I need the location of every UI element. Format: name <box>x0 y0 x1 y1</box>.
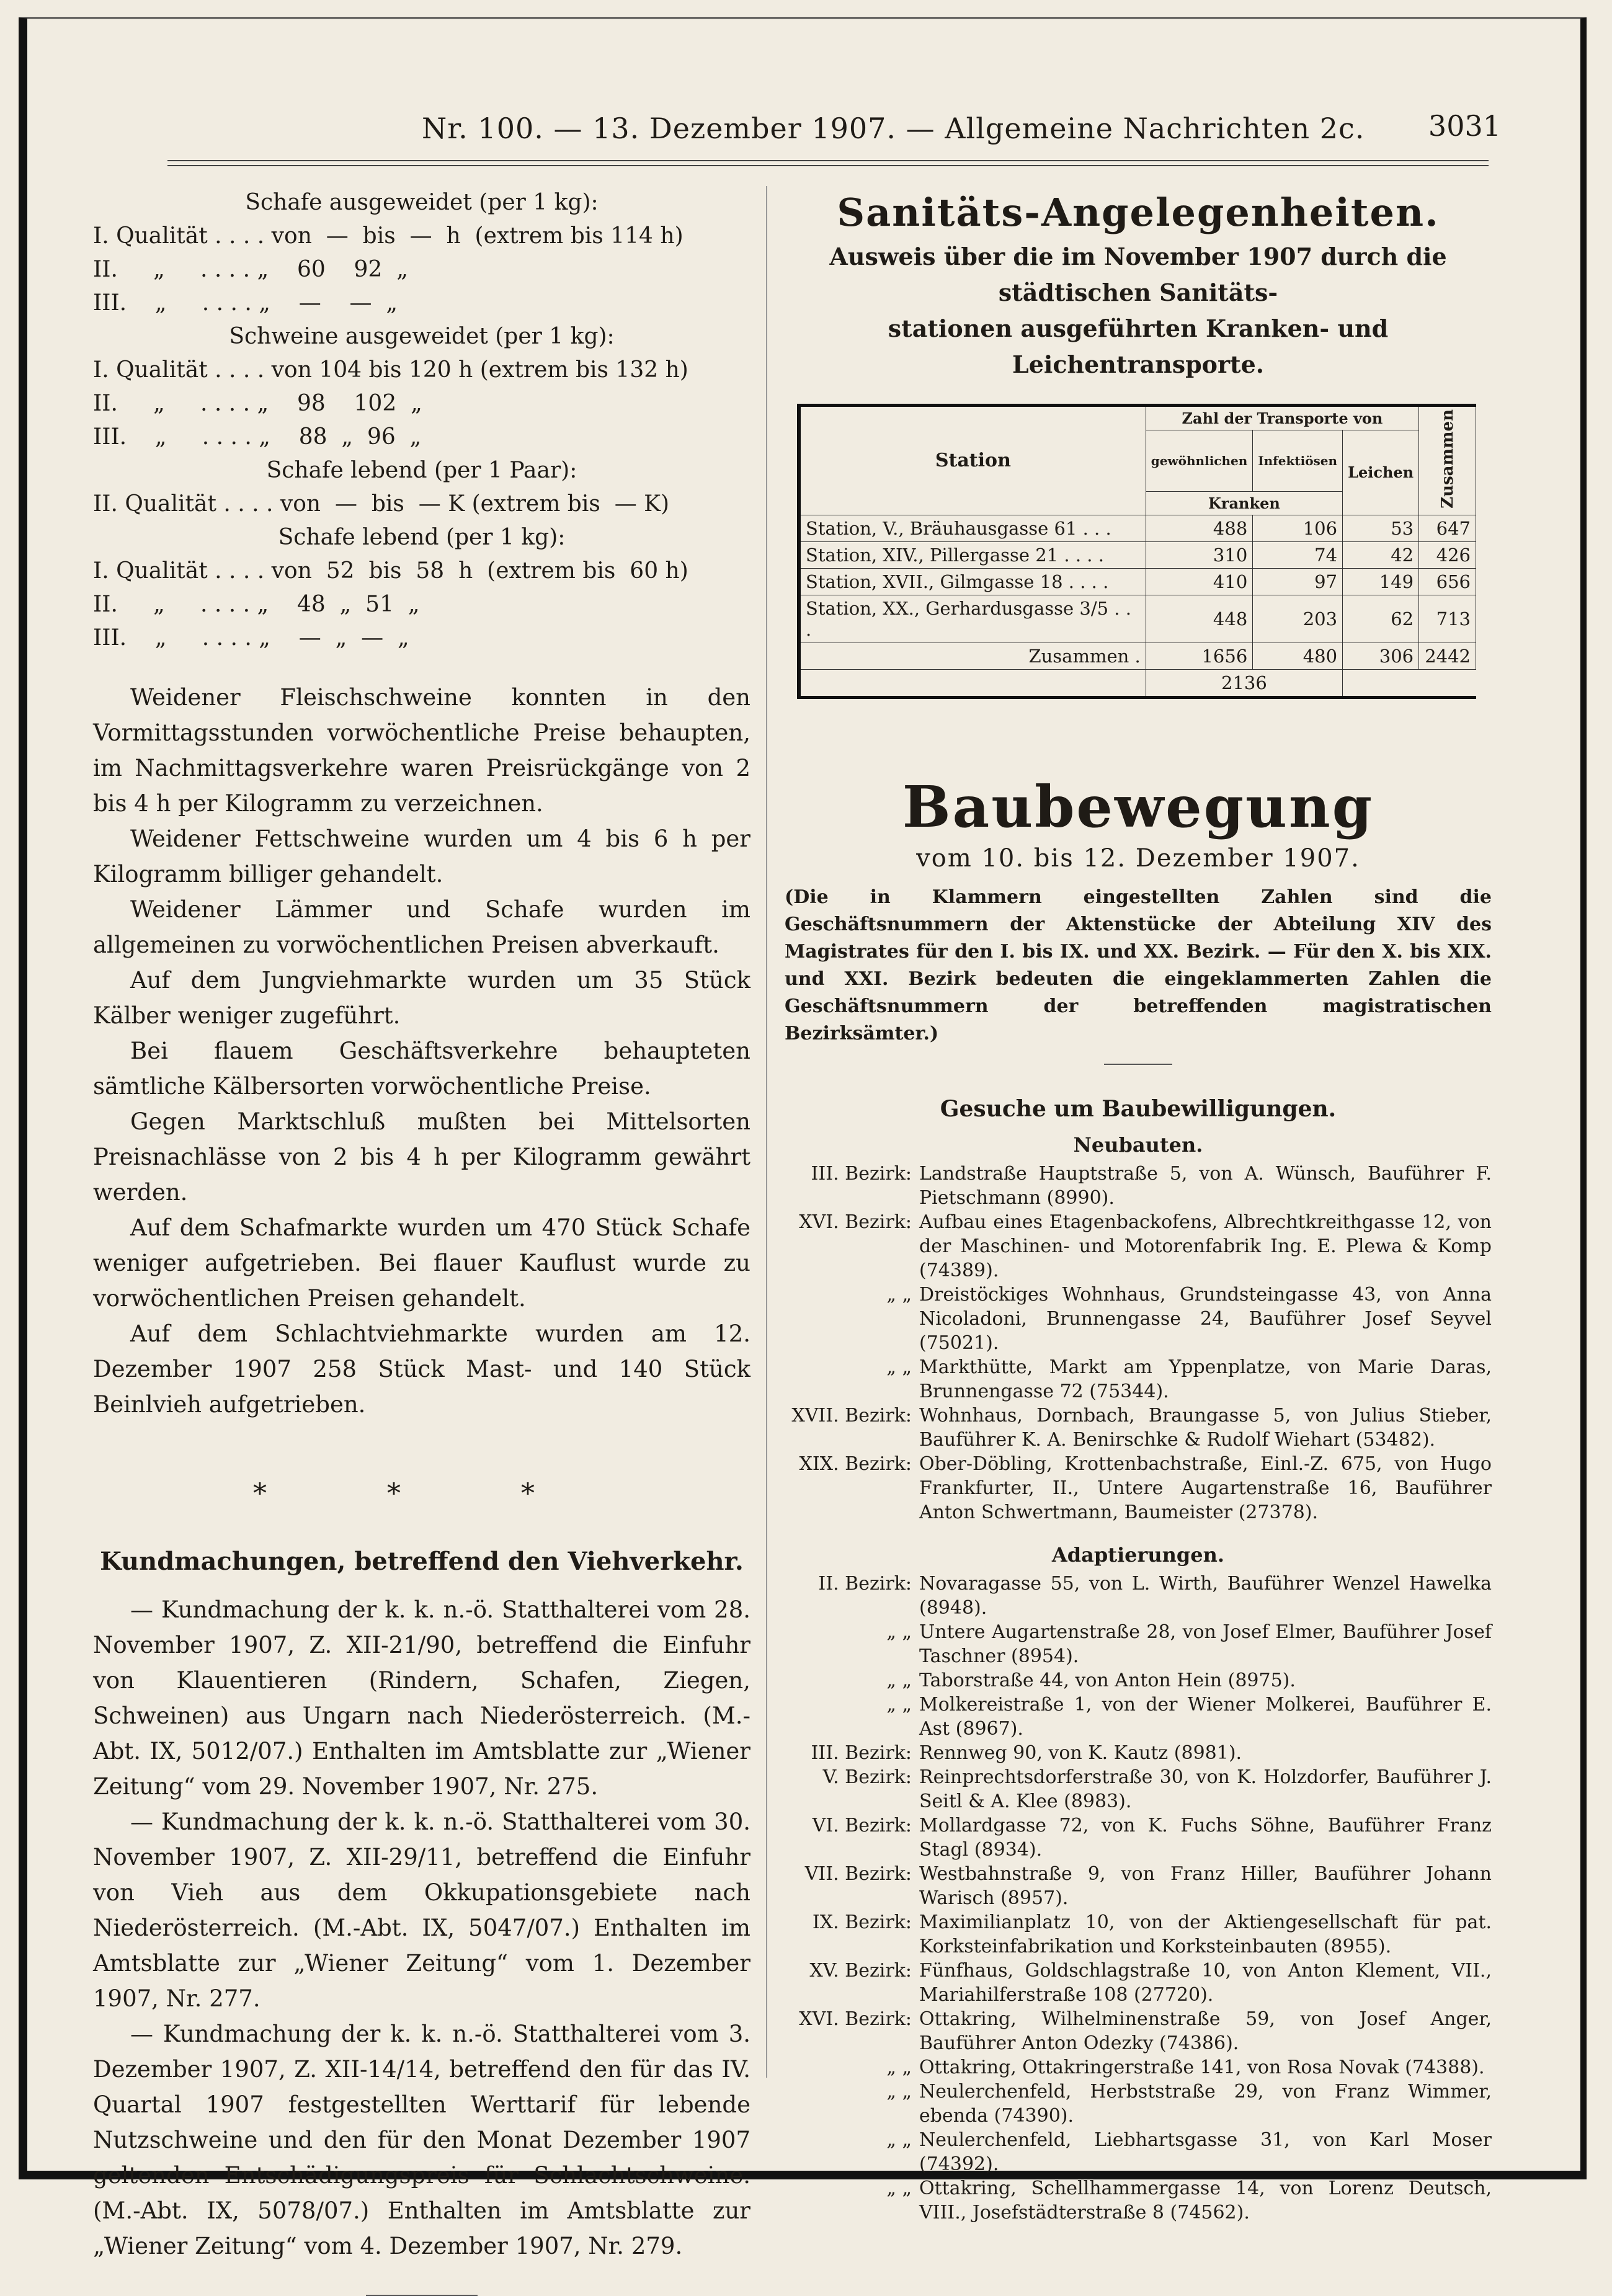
market-paragraph: Auf dem Jungviehmarkte wurden um 35 Stück Kälber weniger zugeführt. <box>93 967 750 1029</box>
station-cell: Station, XVII., Gilmgasse 18 . . . . <box>799 568 1146 595</box>
list-item <box>785 1959 1492 2007</box>
lei-cell: 53 <box>1343 515 1419 541</box>
bezirk-label: II. Bezirk: <box>818 1572 912 1595</box>
gew-cell: 410 <box>1146 568 1253 595</box>
bezirk-label: „ „ <box>886 2129 912 2151</box>
rule <box>1104 1064 1172 1065</box>
entry-text: Neulerchenfeld, Liebhartsgasse 31, von Karl Moser (74392). <box>919 2129 1492 2175</box>
price-line: I. Qualität . . . . von — bis — h (extrem bis 114 h) <box>93 223 684 249</box>
inf-cell: 97 <box>1253 568 1343 595</box>
empty-cell <box>1419 669 1476 697</box>
sanitaet-subtitle-line1: Ausweis über die im November 1907 durch die städtischen Sanitäts- <box>829 243 1447 306</box>
entry-text: Mollardgasse 72, von K. Fuchs Söhne, Bauführer Franz Stagl (8934). <box>919 1814 1492 1861</box>
entry-text: Maximilianplatz 10, von der Aktiengesellschaft für pat. Korksteinfabrikation und Korksteinbauten (8955). <box>919 1911 1492 1957</box>
entry-text: Westbahnstraße 9, von Franz Hiller, Bauführer Johann Warisch (8957). <box>919 1862 1492 1909</box>
entry-text: Ottakring, Wilhelminenstraße 59, von Josef Anger, Bauführer Anton Odezky (74386). <box>919 2008 1492 2054</box>
column-divider <box>766 186 767 2078</box>
bezirk-label: „ „ <box>886 2056 912 2078</box>
entry-text: Taborstraße 44, von Anton Hein (8975). <box>919 1669 1296 1691</box>
table-row <box>799 515 1476 541</box>
lei-cell: 42 <box>1343 541 1419 568</box>
total-gew: 1656 <box>1146 643 1253 669</box>
list-item <box>785 1620 1492 1668</box>
entry-text: Novaragasse 55, von L. Wirth, Bauführer Wenzel Hawelka (8948). <box>919 1572 1492 1619</box>
list-item <box>785 2128 1492 2176</box>
zus-cell: 426 <box>1419 541 1476 568</box>
bezirk-label: „ „ <box>886 1621 912 1643</box>
market-paragraph: Bei flauem Geschäftsverkehre behaupteten sämtliche Kälbersorten vorwöchentliche Preise. <box>93 1038 750 1100</box>
kranken-header: Kranken <box>1146 491 1342 515</box>
bezirk-label: XVI. Bezirk: <box>799 1211 912 1233</box>
bezirk-label: III. Bezirk: <box>811 1742 912 1764</box>
bezirk-label: „ „ <box>886 1669 912 1691</box>
market-paragraph: Weidener Fleischschweine konnten in den Vormittagsstunden vorwöchentliche Preise behaupten, im Nachmittagsverkehre waren Preisrückgänge von 2 bis 4 h per Kilogramm zu verzeichnen. <box>93 684 750 817</box>
adaptierungen-list <box>785 1572 1492 2225</box>
entry-text: Wohnhaus, Dornbach, Braungasse 5, von Julius Stieber, Bauführer K. A. Benirschke & Rudolf Wiehart (53482). <box>919 1404 1492 1451</box>
kundmachung-paragraph: — Kundmachung der k. k. n.-ö. Statthalterei vom 30. November 1907, Z. XII-29/11, betreffend die Einfuhr von Vieh aus dem Okkupationsgebiete nach Niederösterreich. (M.-Abt. IX, 5047/07.) Enthalten im Amtsblatte zur „Wiener Zeitung“ vom 1. Dezember 1907, Nr. 277. <box>93 1809 750 2012</box>
transport-table <box>797 404 1476 699</box>
zus-cell: 647 <box>1419 515 1476 541</box>
station-cell: Station, XIV., Pillergasse 21 . . . . <box>799 541 1146 568</box>
adaptierungen-title: Adaptierungen. <box>1051 1542 1225 1567</box>
section-separator-stars: * * * <box>253 1478 590 1510</box>
market-paragraph: Weidener Lämmer und Schafe wurden im allgemeinen zu vorwöchentlichen Preisen abverkauft. <box>93 896 750 958</box>
bezirk-label: IX. Bezirk: <box>812 1911 912 1933</box>
page-number: 3031 <box>1428 109 1501 143</box>
bezirk-label: „ „ <box>886 1356 912 1378</box>
list-item <box>785 1813 1492 1862</box>
price-line: III. „ . . . . „ — — „ <box>93 290 398 316</box>
price-line: Schweine ausgeweidet (per 1 kg): <box>229 324 615 349</box>
market-paragraph: Auf dem Schafmarkte wurden um 470 Stück Schafe weniger aufgetrieben. Bei flauer Kauflust wurde zu vorwöchentlichen Preisen gehandelt. <box>93 1214 750 1312</box>
entry-text: Rennweg 90, von K. Kautz (8981). <box>919 1742 1242 1764</box>
bezirk-label: „ „ <box>886 2080 912 2102</box>
bezirk-label: XVII. Bezirk: <box>791 1404 912 1426</box>
infektioesen-header: Infektiösen <box>1253 430 1343 492</box>
list-item <box>785 1668 1492 1693</box>
entry-text: Ottakring, Schellhammergasse 14, von Lorenz Deutsch, VIII., Josefstädterstraße 8 (74562). <box>919 2177 1492 2223</box>
kundmachungen-title: Kundmachungen, betreffend den Viehverkehr. <box>100 1547 744 1576</box>
kundmachung-paragraph: — Kundmachung der k. k. n.-ö. Statthalterei vom 3. Dezember 1907, Z. XII-14/14, betreffend den für das IV. Quartal 1907 festgestellten Werttarif für lebende Nutzschweine und den für den Monat Dezember 1907 geltenden Entschädigungspreis für Schlachtschweine. (M.-Abt. IX, 5078/07.) Enthalten im Amtsblatte zur „Wiener Zeitung“ vom 4. Dezember 1907, Nr. 279. <box>93 2021 750 2259</box>
list-item <box>785 1765 1492 1813</box>
bezirk-label: „ „ <box>886 1283 912 1306</box>
entry-text: Ober-Döbling, Krottenbachstraße, Einl.-Z. 675, von Hugo Frankfurter, II., Untere Augartenstraße 16, Bauführer Anton Schwertmann, Baumeister (27378). <box>919 1453 1492 1523</box>
price-line: II. Qualität . . . . von — bis — K (extrem bis — K) <box>93 491 670 517</box>
entry-text: Aufbau eines Etagenbackofens, Albrechtkreithgasse 12, von der Maschinen- und Motorenfabrik Ing. E. Plewa & Komp (74389). <box>919 1211 1492 1281</box>
zusammen-header-label: Zusammen <box>1438 409 1457 509</box>
price-line: Schafe ausgeweidet (per 1 kg): <box>245 190 599 215</box>
kranken-total: 2136 <box>1146 669 1342 697</box>
market-paragraph: Auf dem Schlachtviehmarkte wurden am 12. Dezember 1907 258 Stück Mast- und 140 Stück Beinlvieh aufgetrieben. <box>93 1320 750 1418</box>
station-header: Station <box>799 406 1146 515</box>
right-column <box>785 186 1492 2225</box>
list-item <box>785 2055 1492 2080</box>
list-item <box>785 2176 1492 2225</box>
bezirk-label: „ „ <box>886 2177 912 2199</box>
table-row <box>799 595 1476 643</box>
leichen-header: Leichen <box>1343 430 1419 515</box>
bezirk-label: III. Bezirk: <box>811 1162 912 1185</box>
zus-cell: 713 <box>1419 595 1476 643</box>
baubewegung-title: Baubewegung <box>902 773 1374 840</box>
entry-text: Markthütte, Markt am Yppenplatze, von Marie Daras, Brunnengasse 72 (75344). <box>919 1356 1492 1402</box>
transport-group-header: Zahl der Transporte von <box>1146 406 1418 430</box>
entry-text: Reinprechtsdorferstraße 30, von K. Holzdorfer, Bauführer J. Seitl & A. Klee (8983). <box>919 1766 1492 1812</box>
price-line: Schafe lebend (per 1 Paar): <box>266 458 577 483</box>
lei-cell: 149 <box>1343 568 1419 595</box>
price-line: II. „ . . . . „ 60 92 „ <box>93 257 408 282</box>
market-paragraph: Gegen Marktschluß mußten bei Mittelsorten Preisnachlässe von 2 bis 4 h per Kilogramm gewährt werden. <box>93 1108 750 1206</box>
list-item <box>785 1693 1492 1741</box>
list-item <box>785 1452 1492 1524</box>
entry-text: Untere Augartenstraße 28, von Josef Elmer, Bauführer Josef Taschner (8954). <box>919 1621 1492 1667</box>
list-item <box>785 2007 1492 2055</box>
neubauten-title: Neubauten. <box>1073 1132 1203 1157</box>
price-line: II. „ . . . . „ 48 „ 51 „ <box>93 592 420 617</box>
inf-cell: 106 <box>1253 515 1343 541</box>
list-item <box>785 2080 1492 2128</box>
gew-cell: 488 <box>1146 515 1253 541</box>
gew-cell: 448 <box>1146 595 1253 643</box>
entry-text: Neulerchenfeld, Herbststraße 29, von Franz Wimmer, ebenda (74390). <box>919 2080 1492 2127</box>
list-item <box>785 1283 1492 1355</box>
entry-text: Fünfhaus, Goldschlagstraße 10, von Anton Klement, VII., Mariahilferstraße 108 (27720). <box>919 1959 1492 2006</box>
entry-text: Dreistöckiges Wohnhaus, Grundsteingasse 43, von Anna Nicoladoni, Brunnengasse 24, Bauführer Josef Seyvel (75021). <box>919 1283 1492 1354</box>
entry-text: Molkereistraße 1, von der Wiener Molkerei, Bauführer E. Ast (8967). <box>919 1693 1492 1740</box>
price-line: III. „ . . . . „ 88 „ 96 „ <box>93 424 422 450</box>
table-row <box>799 541 1476 568</box>
gewoehnlichen-header: gewöhnlichen <box>1146 430 1253 492</box>
list-item <box>785 1862 1492 1910</box>
price-list <box>93 186 750 655</box>
kundmachung-paragraph: — Kundmachung der k. k. n.-ö. Statthalterei vom 28. November 1907, Z. XII-21/90, betreffend die Einfuhr von Klauentieren (Rindern, Schafen, Ziegen, Schweinen) aus Ungarn nach Niederösterreich. (M.-Abt. IX, 5012/07.) Enthalten im Amtsblatte zur „Wiener Zeitung“ vom 29. November 1907, Nr. 275. <box>93 1596 750 1800</box>
bezirk-label: „ „ <box>886 1693 912 1715</box>
zus-cell: 656 <box>1419 568 1476 595</box>
station-cell: Station, XX., Gerhardusgasse 3/5 . . . <box>799 595 1146 643</box>
bezirk-label: XIX. Bezirk: <box>799 1453 912 1475</box>
list-item <box>785 1404 1492 1452</box>
list-item <box>785 1162 1492 1210</box>
list-item <box>785 1210 1492 1283</box>
price-line: II. „ . . . . „ 98 102 „ <box>93 391 422 416</box>
total-lei: 306 <box>1343 643 1419 669</box>
entry-text: Ottakring, Ottakringerstraße 141, von Rosa Novak (74388). <box>919 2056 1485 2078</box>
bezirk-label: XVI. Bezirk: <box>799 2008 912 2030</box>
baubewegung-date: vom 10. bis 12. Dezember 1907. <box>916 843 1360 873</box>
empty-cell <box>1343 669 1419 697</box>
lei-cell: 62 <box>1343 595 1419 643</box>
total-zus: 2442 <box>1419 643 1476 669</box>
station-cell: Station, V., Bräuhausgasse 61 . . . <box>799 515 1146 541</box>
entry-text: Landstraße Hauptstraße 5, von A. Wünsch, Bauführer F. Pietschmann (8990). <box>919 1162 1492 1209</box>
kranken-total-row <box>799 669 1476 697</box>
bezirk-label: V. Bezirk: <box>822 1766 912 1788</box>
baubewegung-note: (Die in Klammern eingestellten Zahlen sind die Geschäftsnummern der Aktenstücke der Abteilung XIV des Magistrates für den I. bis IX. und XX. Bezirk. — Für den X. bis XIX. und XXI. Bezirk bedeuten die eingeklammerten Zahlen die Geschäftsnummern der betreffenden magistratischen Bezirksämter.) <box>785 886 1492 1044</box>
header-rule <box>167 160 1489 166</box>
header-title: Nr. 100. — 13. Dezember 1907. — Allgemeine Nachrichten 2c. <box>422 112 1365 145</box>
price-line: III. „ . . . . „ — „ — „ <box>93 625 409 651</box>
sanitaet-subtitle-line2: stationen ausgeführten Kranken- und Leichentransporte. <box>888 314 1389 378</box>
list-item <box>785 1741 1492 1765</box>
left-column <box>93 186 750 2296</box>
bezirk-label: XV. Bezirk: <box>809 1959 912 1982</box>
table-row <box>799 568 1476 595</box>
sanitaet-title: Sanitäts-Angelegenheiten. <box>837 190 1440 235</box>
price-line: I. Qualität . . . . von 104 bis 120 h (extrem bis 132 h) <box>93 357 688 383</box>
inf-cell: 74 <box>1253 541 1343 568</box>
list-item <box>785 1355 1492 1404</box>
neubauten-list <box>785 1162 1492 1524</box>
gew-cell: 310 <box>1146 541 1253 568</box>
list-item <box>785 1910 1492 1959</box>
zusammen-header <box>1419 406 1476 515</box>
total-inf: 480 <box>1253 643 1343 669</box>
total-row <box>799 643 1476 669</box>
market-paragraph: Weidener Fettschweine wurden um 4 bis 6 h per Kilogramm billiger gehandelt. <box>93 825 750 888</box>
list-item <box>785 1572 1492 1620</box>
bezirk-label: VII. Bezirk: <box>804 1862 912 1885</box>
page-header <box>74 104 1501 154</box>
gesuche-title: Gesuche um Baubewilligungen. <box>940 1095 1337 1122</box>
inf-cell: 203 <box>1253 595 1343 643</box>
price-line: I. Qualität . . . . von 52 bis 58 h (extrem bis 60 h) <box>93 558 688 584</box>
price-line: Schafe lebend (per 1 kg): <box>278 525 566 550</box>
market-report <box>93 680 750 1422</box>
empty-cell <box>799 669 1146 697</box>
total-label: Zusammen . <box>799 643 1146 669</box>
bezirk-label: VI. Bezirk: <box>812 1814 912 1836</box>
